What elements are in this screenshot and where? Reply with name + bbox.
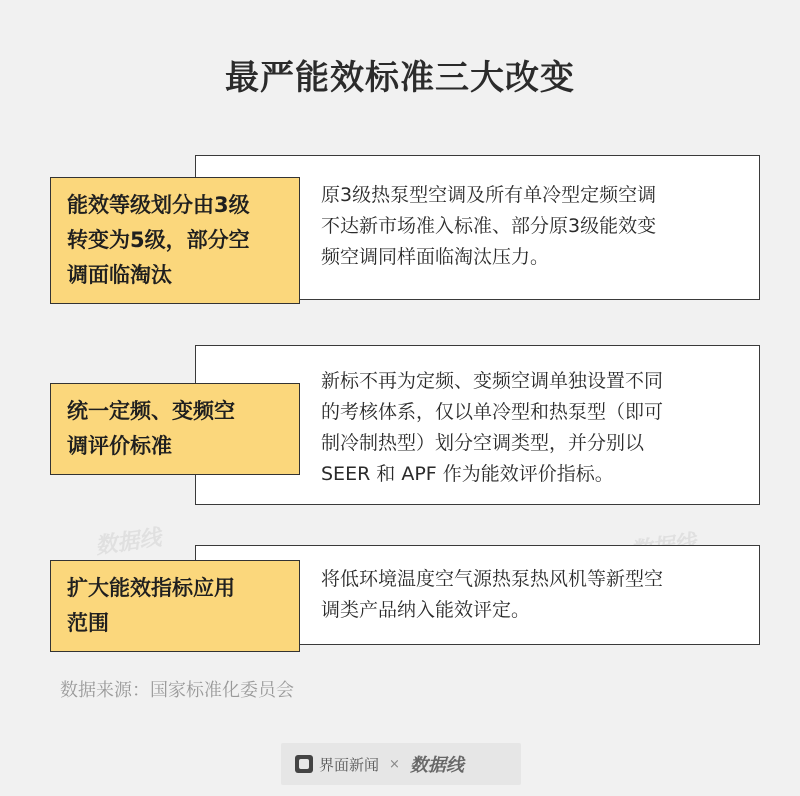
change-item-3: [50, 545, 760, 645]
description-line: 将低环境温度空气源热泵热风机等新型空: [321, 568, 664, 590]
change-item-1: [50, 155, 760, 300]
publisher-logo-icon: [295, 755, 313, 773]
footer-credit: [281, 743, 521, 785]
brand-logo: 数据线: [409, 755, 464, 776]
description-line: 调类产品纳入能效评定。: [321, 599, 531, 621]
description-line: 制冷制热型）划分空调类型，并分别以: [321, 432, 645, 454]
description-line: 原3级热泵型空调及所有单冷型定频空调: [321, 184, 657, 206]
item-tag: [50, 177, 300, 304]
separator: ×: [389, 756, 400, 772]
tag-line: 能效等级划分由3级: [67, 193, 250, 217]
item-tag: [50, 383, 300, 475]
page-title: 最严能效标准三大改变: [225, 58, 575, 98]
tag-line: 扩大能效指标应用: [67, 576, 235, 600]
description-line: 频空调同样面临淘汰压力。: [321, 246, 550, 268]
tag-line: 转变为5级，部分空: [67, 228, 250, 252]
description-line: 的考核体系，仅以单冷型和热泵型（即可: [321, 401, 664, 423]
watermark: 数据线: [93, 525, 163, 560]
description-line: SEER 和 APF 作为能效评价指标。: [321, 463, 614, 485]
tag-line: 调评价标准: [67, 434, 172, 458]
publisher-name: 界面新闻: [319, 755, 380, 774]
item-tag: [50, 560, 300, 652]
description-line: 新标不再为定频、变频空调单独设置不同: [321, 370, 664, 392]
tag-line: 调面临淘汰: [67, 263, 172, 287]
data-source-note: 数据来源：国家标准化委员会: [60, 680, 294, 701]
tag-line: 范围: [67, 611, 109, 635]
description-line: 不达新市场准入标准、部分原3级能效变: [321, 215, 657, 237]
tag-line: 统一定频、变频空: [67, 399, 235, 423]
change-item-2: [50, 345, 760, 505]
